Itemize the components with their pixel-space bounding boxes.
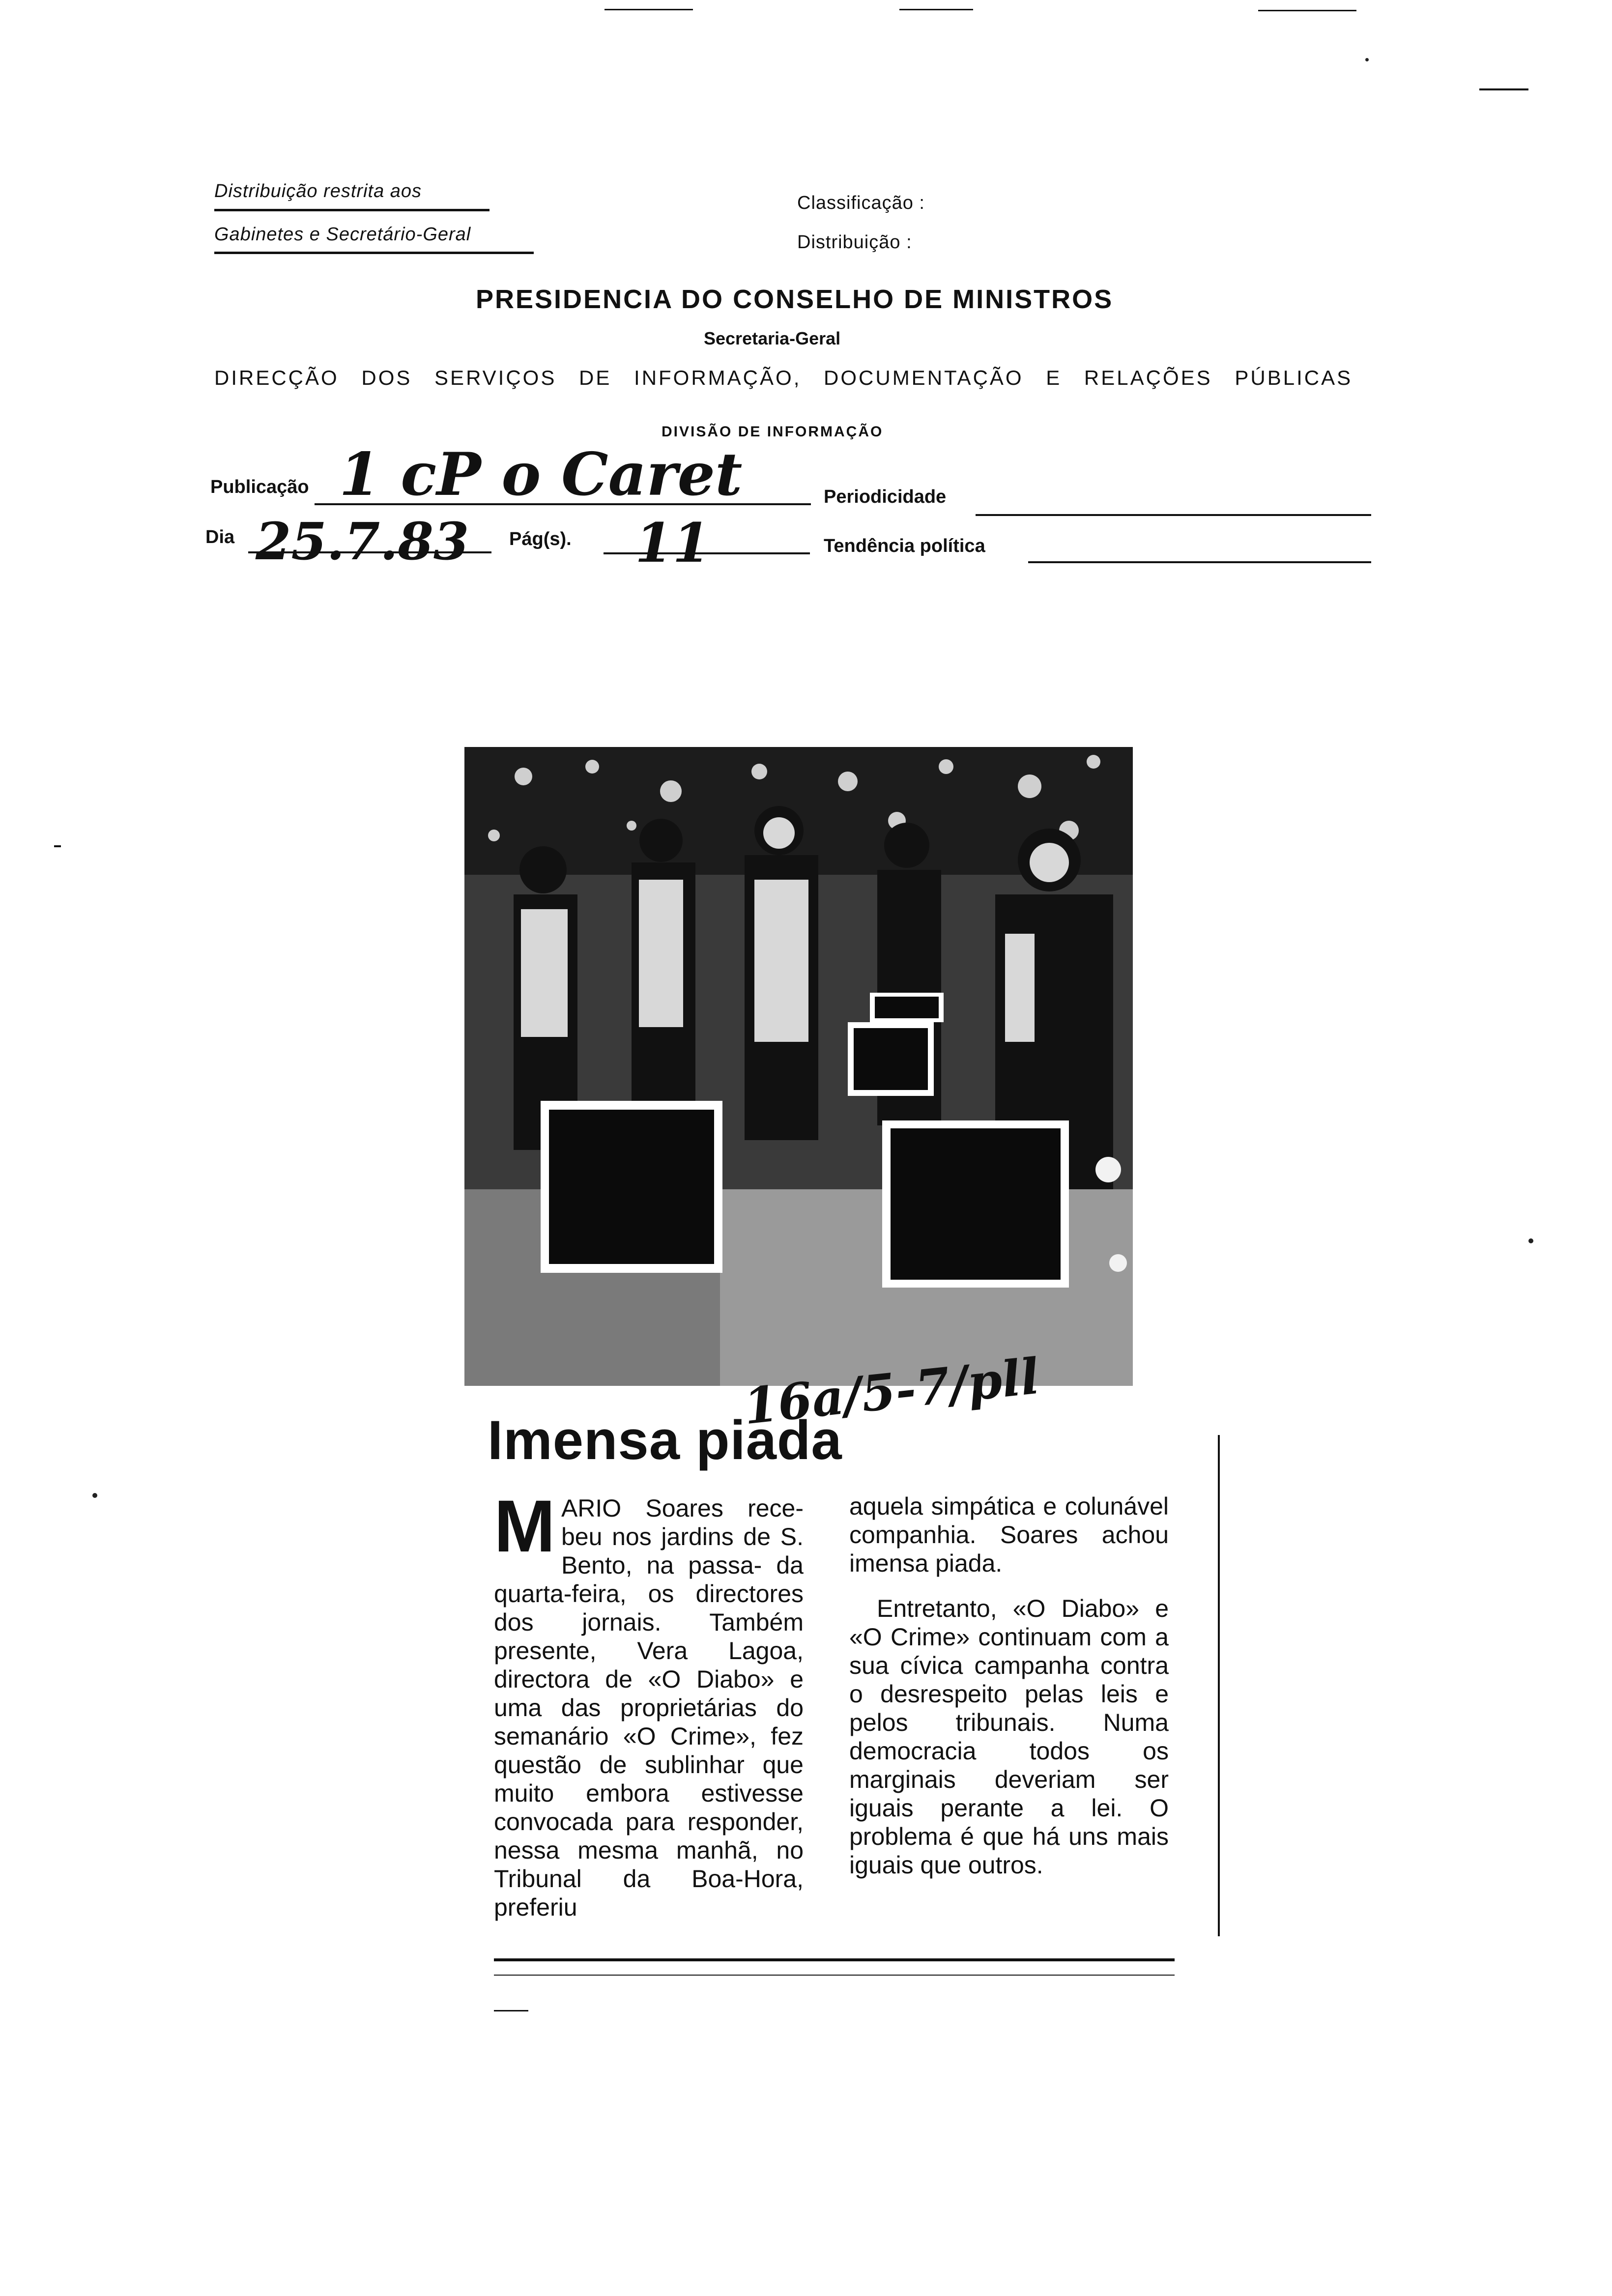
article-col1-rest: da quarta-feira, os directores dos jornais. Também presente, Vera Lagoa, directora de «O Diabo» e uma das proprietárias do semanário «O Crime», fez questão de sublinhar que muito embora estivesse convocada para responder, nessa mesma manhã, no Tribunal da Boa-Hora, preferiu bbox=[494, 1551, 804, 1921]
news-photo-illustration bbox=[464, 747, 1133, 1386]
scan-mark-top-1 bbox=[604, 9, 693, 10]
distribution-note-line2: Gabinetes e Secretário-Geral bbox=[214, 224, 471, 245]
publicacao-handwritten: 1 cP o Caret bbox=[339, 440, 743, 509]
article-bottom-rule bbox=[494, 1958, 1175, 1961]
scan-dot-3 bbox=[1365, 58, 1369, 61]
page-title: PRESIDENCIA DO CONSELHO DE MINISTROS bbox=[476, 285, 1114, 314]
distribution-note-line1: Distribuição restrita aos bbox=[214, 181, 422, 201]
publicacao-label: Publicação bbox=[210, 477, 309, 497]
divisao-heading: DIVISÃO DE INFORMAÇÃO bbox=[662, 424, 884, 440]
classificacao-label: Classificação : bbox=[797, 193, 925, 213]
scan-dot-1 bbox=[92, 1493, 97, 1498]
article-bottom-short-rule bbox=[494, 2010, 528, 2011]
scan-mark-top-right bbox=[1479, 88, 1528, 90]
periodicidade-line bbox=[976, 514, 1371, 516]
pags-handwritten: 11 bbox=[635, 511, 711, 574]
scan-mark-top-3 bbox=[1258, 10, 1356, 11]
article-column-2 bbox=[849, 1492, 1169, 1879]
article-dropcap: M bbox=[494, 1485, 555, 1567]
article-col1-first: ARIO Soares rece-beu nos jardins de S. Bento, na passa- bbox=[561, 1494, 804, 1579]
article-right-border bbox=[1218, 1435, 1220, 1936]
periodicidade-label: Periodicidade bbox=[824, 487, 947, 507]
distribution-note-underline2 bbox=[214, 252, 534, 254]
dia-label: Dia bbox=[205, 527, 235, 547]
tendencia-line bbox=[1028, 561, 1371, 563]
article-headline: Imensa piada bbox=[488, 1409, 842, 1471]
article-column-1 bbox=[494, 1485, 804, 1922]
article-col2-paragraph-2: Entretanto, «O Diabo» e «O Crime» continuam com a sua cívica campanha contra o desrespeito pelas leis e pelos tribunais. Numa democracia todos os marginais deveriam ser iguais perante a lei. O problema é que há uns mais iguais que outros. bbox=[849, 1595, 1169, 1879]
direccao-heading: DIRECÇÃO DOS SERVIÇOS DE INFORMAÇÃO, DOCUMENTAÇÃO E RELAÇÕES PÚBLICAS bbox=[214, 366, 1353, 389]
distribuicao-label: Distribuição : bbox=[797, 232, 912, 253]
scan-dot-2 bbox=[1528, 1238, 1533, 1243]
dia-handwritten: 25.7.83 bbox=[256, 511, 469, 572]
page-subtitle: Secretaria-Geral bbox=[704, 328, 841, 348]
archive-handwritten-note: 16a/5-7/pll bbox=[741, 1347, 1042, 1436]
pags-label: Pág(s). bbox=[509, 529, 572, 549]
article-bottom-hairline bbox=[494, 1975, 1175, 1976]
tendencia-label: Tendência política bbox=[824, 536, 985, 556]
news-photo bbox=[464, 747, 1133, 1386]
article-col2-paragraph-1: aquela simpática e colunável companhia. Soares achou imensa piada. bbox=[849, 1492, 1169, 1577]
scan-mark-left-1 bbox=[54, 845, 61, 847]
scan-mark-top-2 bbox=[899, 9, 973, 10]
distribution-note-underline1 bbox=[214, 209, 489, 211]
